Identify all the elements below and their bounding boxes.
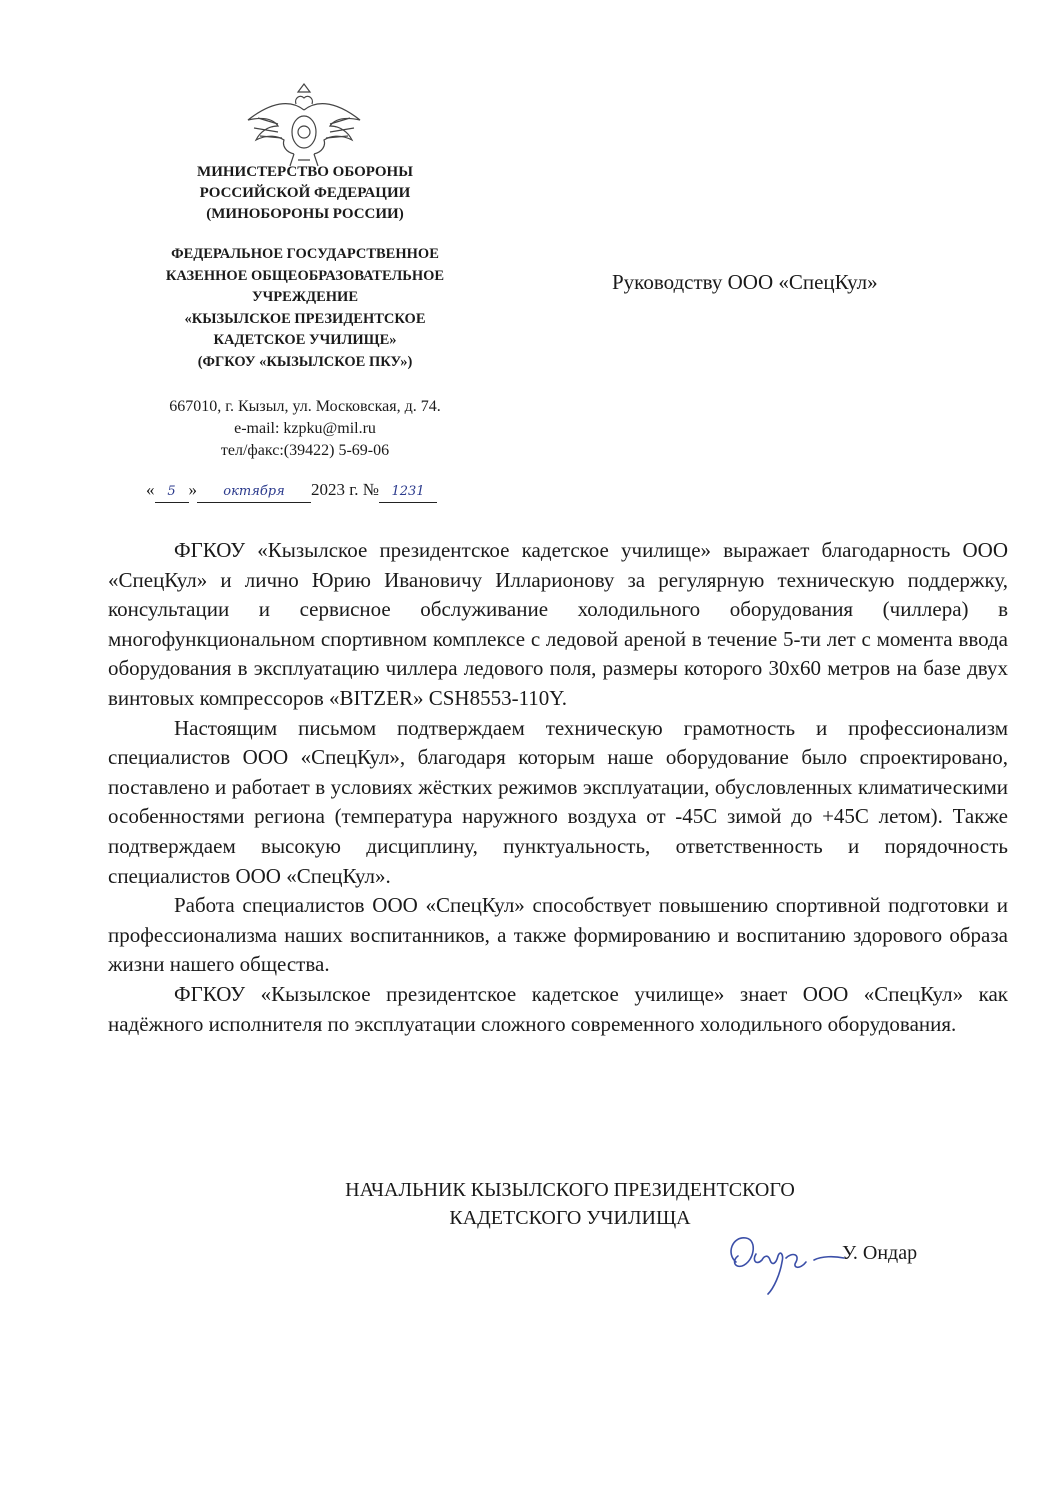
letter-body [108, 536, 1008, 1039]
institution-line: (ФГКОУ «КЫЗЫЛСКОЕ ПКУ») [197, 353, 413, 370]
handwritten-signature [722, 1226, 852, 1298]
postal-address: 667010, г. Кызыл, ул. Московская, д. 74. [169, 398, 441, 415]
body-paragraph: ФГКОУ «Кызылское президентское кадетское училище» выражает благодарность ООО «СпецКул» и лично Юрию Ивановичу Илларионову за регулярную техническую поддержку, консультации и сервисное обслуживание холодильного оборудования (чиллера) в многофункциональном спортивном комплексе с ледовой ареной в течение 5-ти лет с момента ввода оборудования в эксплуатацию чиллера ледового поля, размеры которого 30х60 метров на базе двух винтовых компрессоров «BITZER» CSH8553-110Y. [108, 538, 1008, 710]
date-month: октября [197, 484, 311, 503]
contact-block [120, 396, 490, 462]
document-number: 1231 [379, 484, 437, 503]
institution-name [130, 244, 480, 373]
date-year-label: 2023 г. № [311, 480, 380, 499]
body-paragraph: Настоящим письмом подтверждаем техническую грамотность и профессионализм специалистов ООО «СпецКул», благодаря которым наше оборудование было спроектировано, поставлено и работает в условиях жёстких режимов эксплуатации, обусловленных климатическими особенностями региона (температура наружного воздуха от -45С зимой до +45С летом). Также подтверждаем высокую дисциплину, пунктуальность, ответственность и порядочность специалистов ООО «СпецКул». [108, 715, 1008, 888]
date-open-quote: « [146, 480, 155, 499]
signatory-title-line: НАЧАЛЬНИК КЫЗЫЛСКОГО ПРЕЗИДЕНТСКОГО [345, 1179, 795, 1201]
ministry-line: РОССИЙСКОЙ ФЕДЕРАЦИИ [199, 185, 411, 201]
ministry-line: МИНИСТЕРСТВО ОБОРОНЫ [197, 164, 413, 180]
institution-line: ФЕДЕРАЛЬНОЕ ГОСУДАРСТВЕННОЕ [171, 246, 439, 262]
body-paragraph: ФГКОУ «Кызылское президентское кадетское училище» знает ООО «СпецКул» как надёжного исполнителя по эксплуатации сложного современного холодильного оборудования. [108, 981, 1008, 1036]
institution-line: УЧРЕЖДЕНИЕ [251, 289, 359, 305]
signatory-name: У. Ондар [842, 1242, 918, 1264]
addressee: Руководству ООО «СпецКул» [612, 270, 878, 294]
date-close-quote: » [188, 480, 197, 499]
institution-line: «КЫЗЫЛСКОЕ ПРЕЗИДЕНТСКОЕ [184, 310, 426, 327]
double-headed-eagle-emblem [238, 80, 370, 172]
document-date-number [146, 480, 437, 503]
email-address: e-mail: kzpku@mil.ru [234, 420, 376, 437]
date-day: 5 [155, 484, 189, 503]
institution-line: КАЗЕННОЕ ОБЩЕОБРАЗОВАТЕЛЬНОЕ [165, 267, 445, 284]
phone-fax: тел/факс:(39422) 5-69-06 [220, 442, 390, 459]
body-paragraph: Работа специалистов ООО «СпецКул» способствует повышению спортивной подготовки и профессионализма наших воспитанников, а также формированию и воспитанию здорового образа жизни нашего общества. [108, 893, 1008, 977]
ministry-line: (МИНОБОРОНЫ РОССИИ) [206, 206, 404, 222]
institution-line: КАДЕТСКОЕ УЧИЛИЩЕ» [213, 332, 397, 348]
signatory-title [240, 1176, 900, 1232]
ministry-name [130, 162, 480, 225]
signatory-title-line: КАДЕТСКОГО УЧИЛИЩА [449, 1207, 691, 1229]
